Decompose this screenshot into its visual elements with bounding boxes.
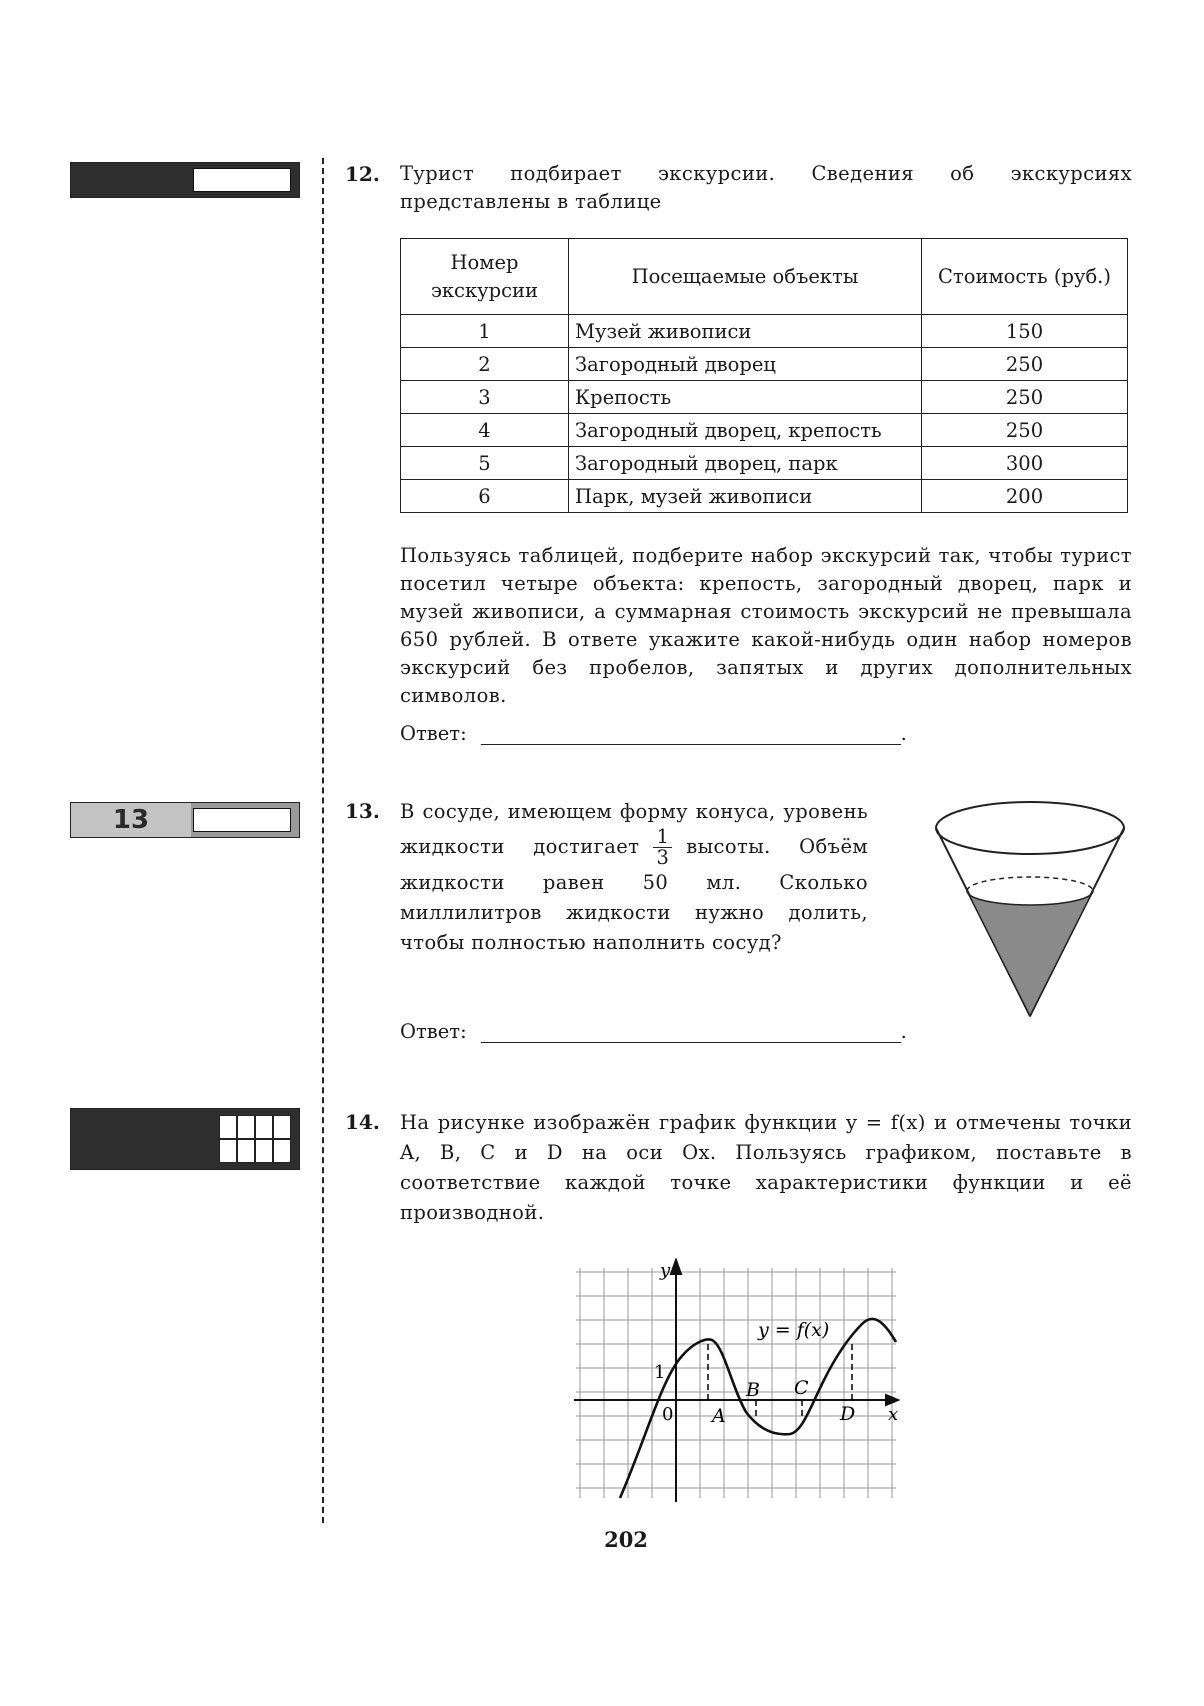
header-cost: Стоимость (руб.)	[922, 239, 1128, 315]
task-13-text-before: В сосуде, имеющем форму конуса, уровень жидкости достигает	[400, 800, 868, 858]
cone-top-rim	[936, 802, 1124, 854]
answer-cell[interactable]	[237, 1115, 255, 1139]
answer-cell[interactable]	[255, 1115, 273, 1139]
header-number: Номер экскурсии	[401, 239, 569, 315]
cut-line	[322, 158, 324, 1523]
table-row	[401, 414, 1128, 447]
answer-cell[interactable]	[219, 1139, 237, 1163]
task-number-12: 12.	[345, 162, 380, 186]
answer-grid-14[interactable]	[219, 1115, 291, 1163]
answer-line-13[interactable]	[481, 1022, 901, 1043]
graph-grid	[576, 1268, 899, 1498]
cell-objects: Парк, музей живописи	[569, 480, 922, 513]
cone-illustration	[930, 798, 1130, 1020]
cell-objects: Загородный дворец	[569, 348, 922, 381]
answer-cell[interactable]	[237, 1139, 255, 1163]
cell-cost: 250	[922, 348, 1128, 381]
task-12-answer-row: Ответ: .	[400, 722, 907, 745]
cell-number: 2	[401, 348, 569, 381]
table-row	[401, 480, 1128, 513]
task-label-12	[71, 163, 191, 197]
table-row	[401, 348, 1128, 381]
y-axis-label: y	[660, 1260, 671, 1281]
cell-objects: Крепость	[569, 381, 922, 414]
table-row	[401, 381, 1128, 414]
cone-liquid	[967, 891, 1093, 1016]
answer-box-12	[70, 162, 300, 198]
fraction-one-third	[653, 827, 672, 868]
task-label-13: 13	[71, 803, 191, 837]
task-13-answer-row: Ответ: .	[400, 1020, 907, 1043]
cell-objects: Загородный дворец, крепость	[569, 414, 922, 447]
answer-box-13	[70, 802, 300, 838]
cell-cost: 150	[922, 315, 1128, 348]
cell-number: 5	[401, 447, 569, 480]
cell-objects: Загородный дворец, парк	[569, 447, 922, 480]
table-row	[401, 315, 1128, 348]
task-13-text-after: высоты. Объём жидкости равен 50 мл. Сколько миллилитров жидкости нужно долить, чтобы полностью наполнить сосуд?	[400, 835, 868, 954]
origin-label: 0	[662, 1404, 674, 1425]
task-14-text: На рисунке изображён график функции y = f(x) и отмечены точки A, B, C и D на оси Ox. Пользуясь графиком, поставьте в соответствие каждой точке характеристики функции и её производной.	[400, 1111, 1132, 1224]
answer-field-13[interactable]	[193, 808, 291, 832]
answer-line-12[interactable]	[481, 724, 901, 745]
cell-number: 4	[401, 414, 569, 447]
dashed-guides	[708, 1344, 852, 1420]
table-row	[401, 447, 1128, 480]
task-number-14: 14.	[345, 1110, 380, 1134]
task-12-intro: Турист подбирает экскурсии. Сведения об экскурсиях представлены в таблице	[400, 162, 1132, 213]
point-label-c: C	[794, 1377, 809, 1399]
function-label: y = f(x)	[758, 1319, 830, 1341]
answer-cell[interactable]	[255, 1139, 273, 1163]
task-number-13: 13.	[345, 799, 380, 823]
point-label-d: D	[840, 1403, 856, 1425]
one-label: 1	[654, 1362, 666, 1383]
point-label-b: B	[746, 1379, 760, 1401]
task-label-14	[71, 1109, 191, 1169]
answer-box-14	[70, 1108, 300, 1170]
x-axis-label: x	[888, 1404, 899, 1425]
liquid-surface-back	[967, 877, 1093, 891]
cell-number: 3	[401, 381, 569, 414]
table-header-row	[401, 239, 1128, 315]
point-label-a: A	[712, 1405, 726, 1427]
answer-cell[interactable]	[219, 1115, 237, 1139]
excursions-table	[400, 238, 1128, 513]
cell-number: 6	[401, 480, 569, 513]
answer-label-12: Ответ:	[400, 722, 467, 745]
task-13-text	[400, 797, 868, 958]
fraction-denominator: 3	[656, 846, 670, 869]
cell-cost: 200	[922, 480, 1128, 513]
answer-cell[interactable]	[273, 1139, 291, 1163]
page-number: 202	[604, 1527, 648, 1552]
function-graph	[566, 1258, 906, 1508]
cell-cost: 250	[922, 414, 1128, 447]
cell-objects: Музей живописи	[569, 315, 922, 348]
fraction-numerator: 1	[653, 827, 672, 848]
cell-cost: 250	[922, 381, 1128, 414]
task-12-question: Пользуясь таблицей, подберите набор экскурсий так, чтобы турист посетил четыре объекта: крепость, загородный дворец, парк и музей живописи, а суммарная стоимость экскурсий не превышала 650 рублей. В ответе укажите какой-нибудь один набор номеров экскурсий без пробелов, запятых и других дополнительных символов.	[400, 544, 1132, 707]
answer-cell[interactable]	[273, 1115, 291, 1139]
header-objects: Посещаемые объекты	[569, 239, 922, 315]
cell-cost: 300	[922, 447, 1128, 480]
answer-field-12[interactable]	[193, 168, 291, 192]
answer-label-13: Ответ:	[400, 1020, 467, 1043]
cell-number: 1	[401, 315, 569, 348]
